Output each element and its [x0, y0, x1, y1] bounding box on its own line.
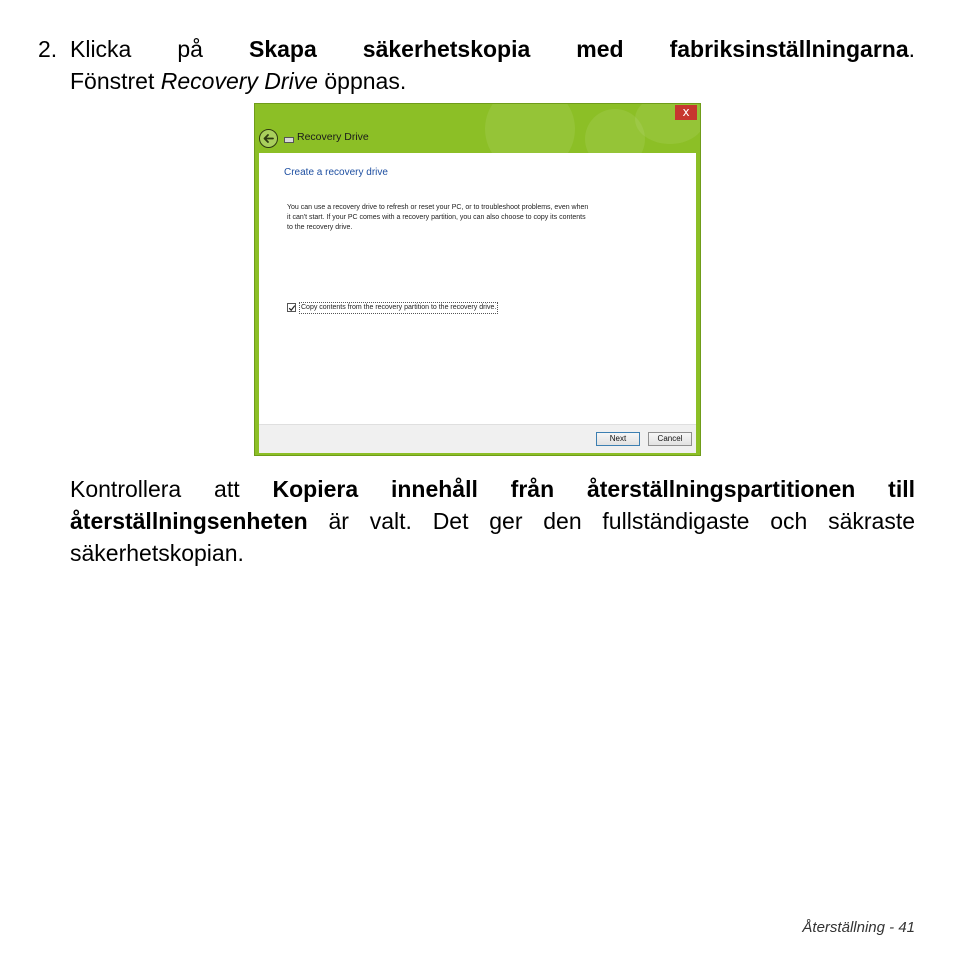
- wizard-content: [259, 153, 696, 424]
- copy-partition-label[interactable]: Copy contents from the recovery partition to the recovery drive.: [299, 302, 498, 314]
- window-name: Recovery Drive: [160, 68, 318, 94]
- step-instruction: [38, 33, 915, 97]
- page-footer: [802, 919, 915, 936]
- step-line-1: Klicka på Skapa säkerhetskopia med fabriksinställningarna.: [70, 36, 916, 62]
- cancel-button[interactable]: Cancel: [648, 432, 692, 446]
- wizard-heading: Create a recovery drive: [284, 167, 388, 178]
- paragraph-line-2: återställningsenheten är valt. Det ger den fullständigaste och säkraste: [70, 508, 916, 534]
- back-arrow-icon: [262, 132, 275, 145]
- drive-icon: [284, 137, 294, 143]
- wizard-description: You can use a recovery drive to refresh or reset your PC, or to troubleshoot problems, even when it can't start. If your PC comes with a recovery partition, you can also choose to copy its contents to the recovery drive.: [287, 204, 589, 231]
- paragraph-line-1: Kontrollera att Kopiera innehåll från återställningspartitionen till: [70, 476, 916, 502]
- copy-partition-checkbox[interactable]: [287, 303, 296, 312]
- section-name: Återställning -: [802, 919, 895, 936]
- explanation-paragraph: [70, 473, 915, 569]
- close-button[interactable]: x: [675, 105, 697, 120]
- menu-option-name: Skapa säkerhetskopia med fabriksinställningarna: [249, 36, 909, 62]
- paragraph-line-3: säkerhetskopian.: [70, 540, 244, 566]
- step-number: 2.: [38, 36, 58, 62]
- next-button[interactable]: Next: [596, 432, 640, 446]
- page-number: 41: [898, 919, 915, 936]
- checkmark-icon: [288, 304, 296, 312]
- step-line-2: Fönstret Recovery Drive öppnas.: [70, 68, 407, 94]
- back-button[interactable]: [259, 129, 278, 148]
- wizard-footer: [259, 424, 696, 453]
- window-title: Recovery Drive: [297, 131, 369, 143]
- recovery-drive-window: [254, 103, 701, 456]
